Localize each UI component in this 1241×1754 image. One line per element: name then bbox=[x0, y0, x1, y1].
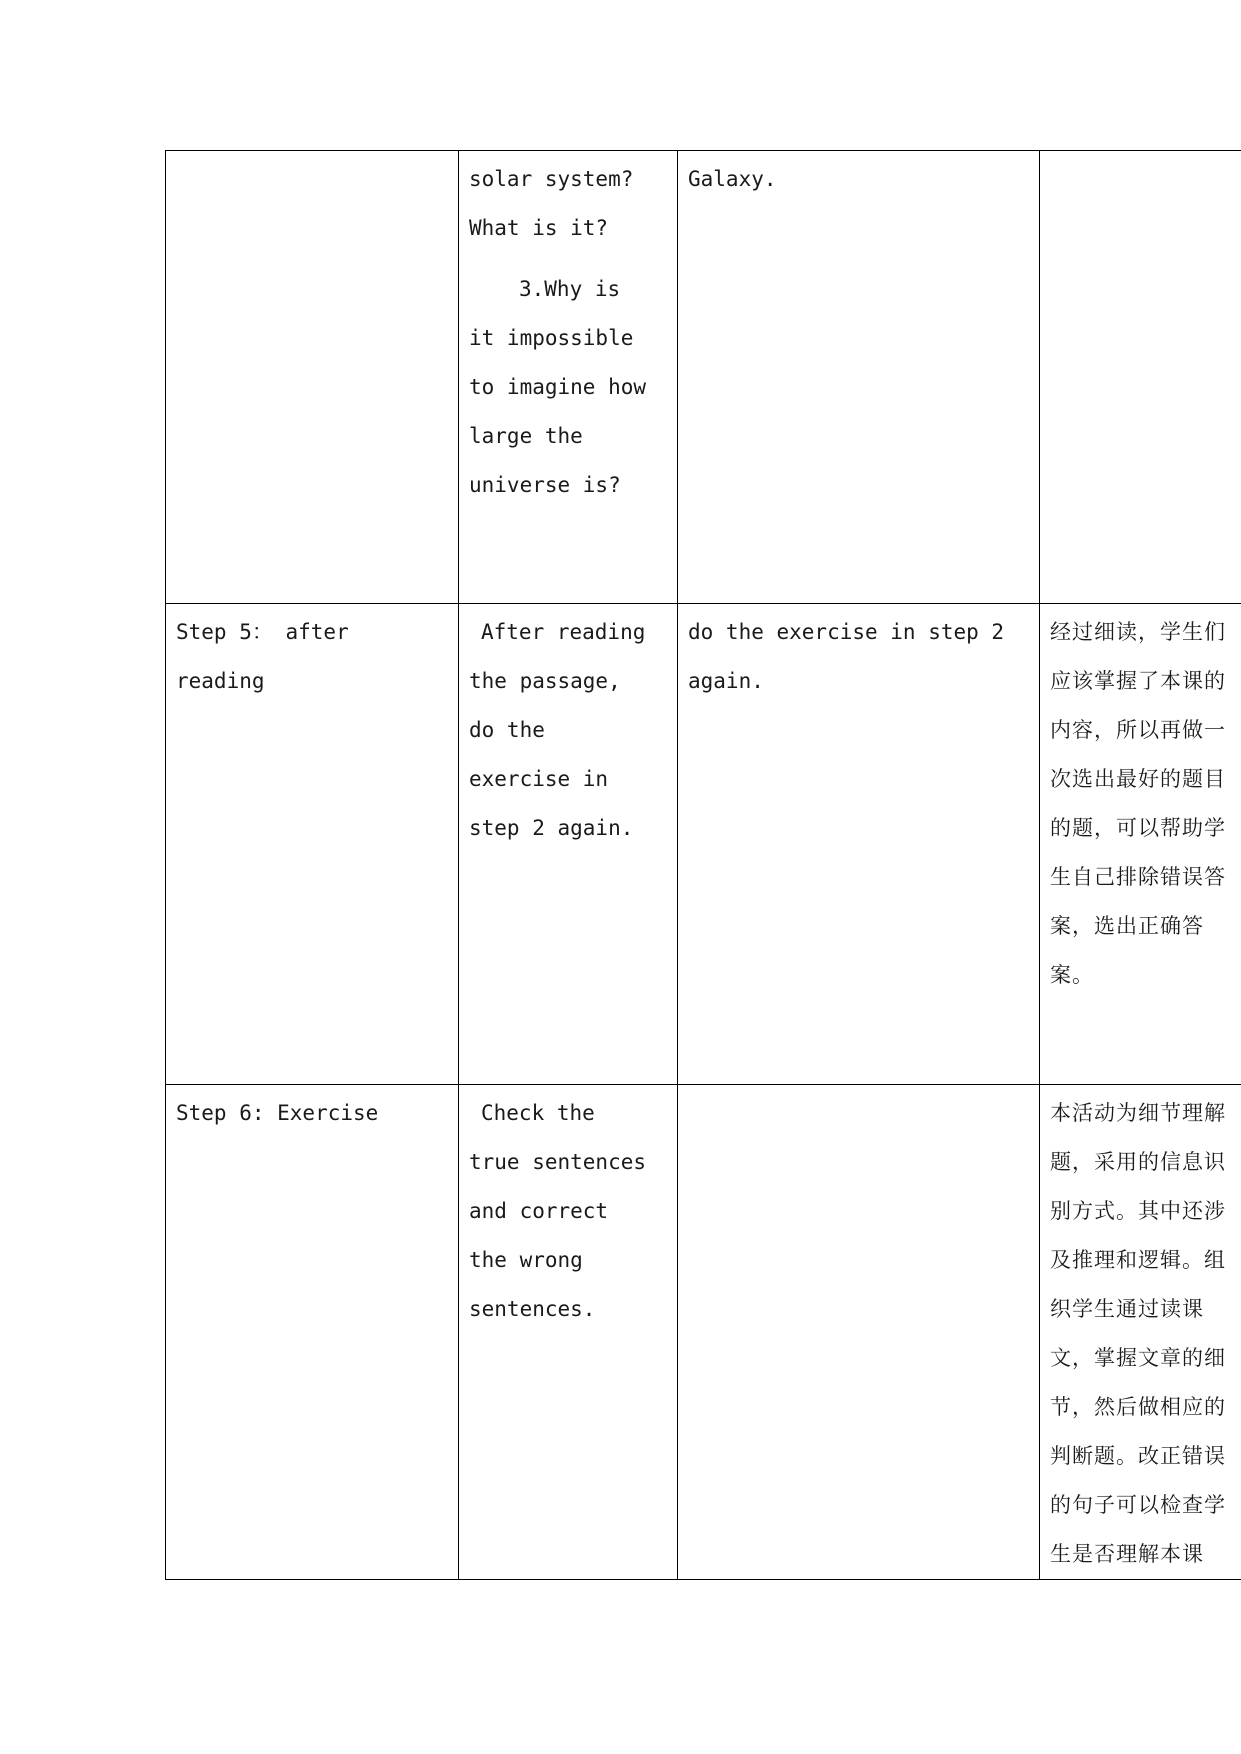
step-cell bbox=[166, 604, 459, 1085]
step-cell bbox=[166, 1085, 459, 1580]
purpose-line: 经过细读，学生们 bbox=[1050, 620, 1226, 644]
activity-line: large the bbox=[469, 424, 583, 448]
step-label: Step 6: Exercise bbox=[176, 1101, 379, 1125]
table-row bbox=[166, 151, 1241, 604]
activity-line: After reading bbox=[481, 620, 646, 644]
answer-line: do the exercise in step 2 bbox=[688, 620, 1005, 644]
activity-cell bbox=[459, 604, 678, 1085]
activity-line: and correct bbox=[469, 1199, 609, 1223]
activity-line: the passage, bbox=[469, 669, 621, 693]
answer-cell bbox=[678, 1085, 1040, 1580]
activity-line: the wrong bbox=[469, 1248, 583, 1272]
activity-line: it impossible bbox=[469, 326, 634, 350]
purpose-cell bbox=[1040, 1085, 1241, 1580]
purpose-line: 本活动为细节理解 bbox=[1050, 1101, 1226, 1125]
purpose-line: 文，掌握文章的细 bbox=[1050, 1346, 1226, 1370]
purpose-line: 生自己排除错误答 bbox=[1050, 865, 1226, 889]
activity-line: step 2 again. bbox=[469, 816, 634, 840]
activity-line: do the bbox=[469, 718, 545, 742]
purpose-line: 次选出最好的题目 bbox=[1050, 767, 1226, 791]
answer-cell bbox=[678, 604, 1040, 1085]
purpose-line: 题，采用的信息识 bbox=[1050, 1150, 1226, 1174]
activity-line: to imagine how bbox=[469, 375, 647, 399]
purpose-line: 案。 bbox=[1050, 963, 1094, 987]
activity-line: What is it? bbox=[469, 216, 609, 240]
activity-line: universe is? bbox=[469, 473, 621, 497]
purpose-line: 及推理和逻辑。组 bbox=[1050, 1248, 1226, 1272]
purpose-line: 生是否理解本课 bbox=[1050, 1542, 1204, 1566]
step-label: reading bbox=[176, 669, 265, 693]
purpose-line: 应该掌握了本课的 bbox=[1050, 669, 1226, 693]
table-row bbox=[166, 604, 1241, 1085]
purpose-cell bbox=[1040, 151, 1241, 604]
activity-line: solar system? bbox=[469, 167, 634, 191]
activity-cell bbox=[459, 151, 678, 604]
answer-line: again. bbox=[688, 669, 764, 693]
activity-line: exercise in bbox=[469, 767, 609, 791]
purpose-cell bbox=[1040, 604, 1241, 1085]
purpose-line: 案，选出正确答 bbox=[1050, 914, 1204, 938]
step-cell bbox=[166, 151, 459, 604]
purpose-line: 内容，所以再做一 bbox=[1050, 718, 1226, 742]
purpose-line: 的句子可以检查学 bbox=[1050, 1493, 1226, 1517]
answer-cell bbox=[678, 151, 1040, 604]
table-row bbox=[166, 1085, 1241, 1580]
answer-line: Galaxy. bbox=[688, 167, 777, 191]
purpose-line: 的题，可以帮助学 bbox=[1050, 816, 1226, 840]
activity-line: Check the bbox=[481, 1101, 595, 1125]
purpose-line: 节，然后做相应的 bbox=[1050, 1395, 1226, 1419]
activity-line: true sentences bbox=[469, 1150, 647, 1174]
lesson-plan-table bbox=[165, 150, 1241, 1580]
activity-line: sentences. bbox=[469, 1297, 596, 1321]
purpose-line: 判断题。改正错误 bbox=[1050, 1444, 1226, 1468]
step-label: Step 5： after bbox=[176, 620, 349, 644]
activity-cell bbox=[459, 1085, 678, 1580]
purpose-line: 织学生通过读课 bbox=[1050, 1297, 1204, 1321]
activity-line: 3.Why is bbox=[519, 277, 621, 301]
purpose-line: 别方式。其中还涉 bbox=[1050, 1199, 1226, 1223]
